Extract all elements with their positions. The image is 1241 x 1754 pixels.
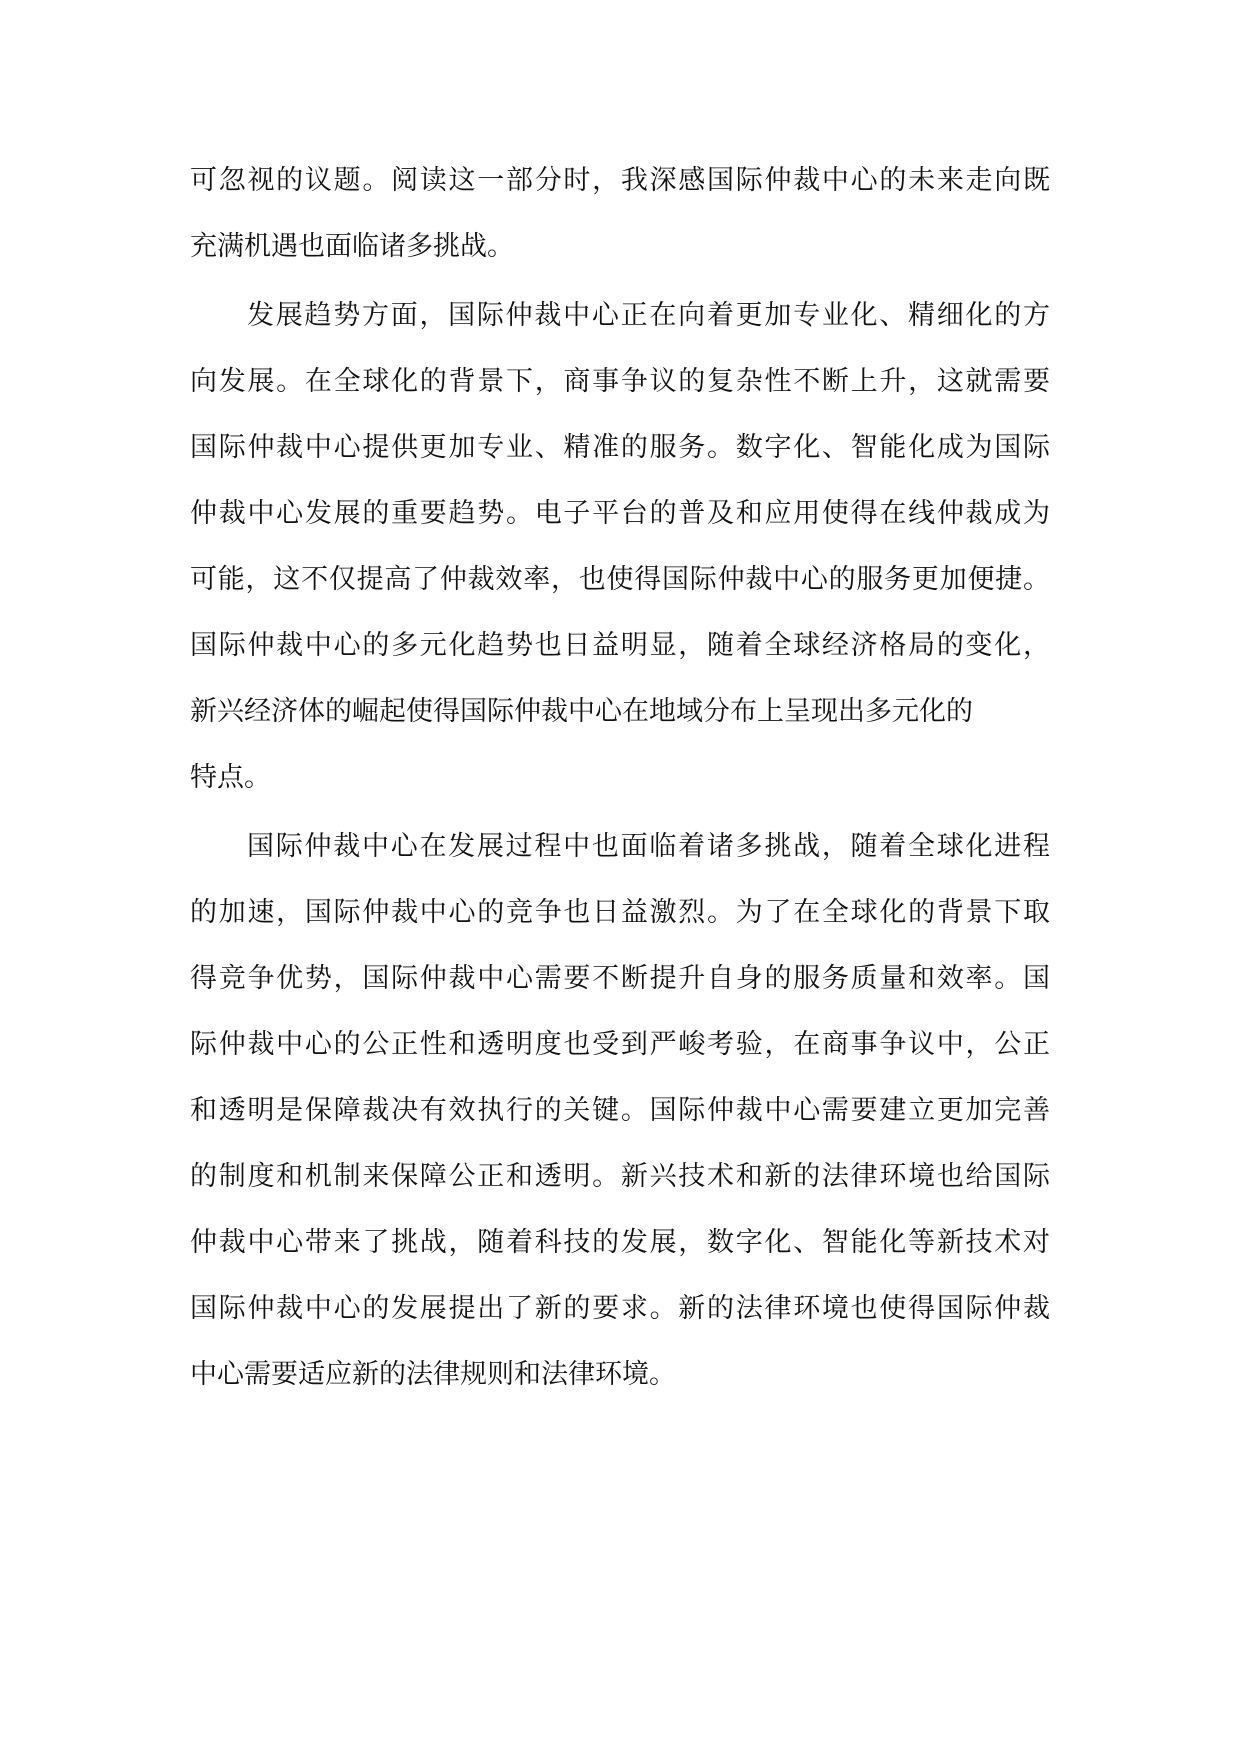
text-line: 充满机遇也面临诸多挑战。 — [190, 231, 514, 262]
text-line: 的加速，国际仲裁中心的竞争也日益激烈。为了在全球化的背景下取 — [190, 897, 1050, 928]
paragraph-p1 — [190, 148, 1050, 280]
text-line: 仲裁中心带来了挑战，随着科技的发展，数字化、智能化等新技术对 — [190, 1227, 1050, 1258]
text-line: 向发展。在全球化的背景下，商事争议的复杂性不断上升，这就需要 — [190, 366, 1050, 397]
text-line: 国际仲裁中心的发展提出了新的要求。新的法律环境也使得国际仲裁 — [190, 1293, 1050, 1324]
text-line: 得竞争优势，国际仲裁中心需要不断提升自身的服务质量和效率。国 — [190, 963, 1050, 994]
paragraph-p3 — [190, 814, 1050, 1408]
text-line: 可能，这不仅提高了仲裁效率，也使得国际仲裁中心的服务更加便捷。 — [190, 564, 1050, 595]
text-line: 国际仲裁中心的多元化趋势也日益明显，随着全球经济格局的变化， — [190, 630, 1050, 661]
text-line: 发展趋势方面，国际仲裁中心正在向着更加专业化、精细化的方 — [247, 300, 1050, 331]
text-line: 国际仲裁中心提供更加专业、精准的服务。数字化、智能化成为国际 — [190, 432, 1050, 463]
text-line: 和透明是保障裁决有效执行的关键。国际仲裁中心需要建立更加完善 — [190, 1095, 1050, 1126]
text-line: 的制度和机制来保障公正和透明。新兴技术和新的法律环境也给国际 — [190, 1161, 1050, 1192]
text-line: 仲裁中心发展的重要趋势。电子平台的普及和应用使得在线仲裁成为 — [190, 498, 1050, 529]
text-line: 新兴经济体的崛起使得国际仲裁中心在地域分布上呈现出多元化的 — [190, 696, 973, 727]
text-line: 可忽视的议题。阅读这一部分时，我深感国际仲裁中心的未来走向既 — [190, 165, 1050, 196]
paragraph-p2 — [190, 283, 1050, 811]
document-body — [190, 148, 1050, 1408]
text-line: 际仲裁中心的公正性和透明度也受到严峻考验，在商事争议中，公正 — [190, 1029, 1050, 1060]
text-line: 中心需要适应新的法律规则和法律环境。 — [190, 1359, 676, 1390]
text-line: 特点。 — [190, 762, 271, 793]
text-line: 国际仲裁中心在发展过程中也面临着诸多挑战，随着全球化进程 — [247, 831, 1050, 862]
